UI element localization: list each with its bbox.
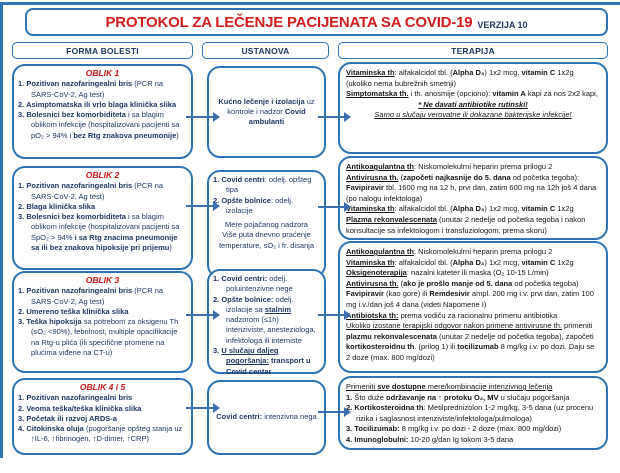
therapy-line: Ukoliko izostane terapijski odgovor nakon primene antivirusne th. primeniti plazmu rekonvalescenata (unutar 2 nedelje od početka tegoba), započeti kortikosteroidnu th. (prilog 1) ili tocilizumab 8 mg/kg i.v. po dozi. Daju se 2 doze (max. 800 mg/dozi) xyxy=(346,321,595,362)
column-header-label: FORMA BOLESTI xyxy=(66,45,139,56)
terapija-4-box xyxy=(338,376,608,450)
therapy-line: Vitaminska th: alfakalcidol tbl. (Alpha D₃) 1x2 mcg, vitamin C 1x2g (ukoliko nema bubrežnih smetnji) xyxy=(346,68,574,88)
criteria-item: Teška hipoksija sa potrebom za oksigenu Th (sO₂ <90%), febrilnost, multiple opacifikacije na Rtg-u plića (ili specifične promene na plućima viđene na CT-u) xyxy=(26,317,179,358)
ustanova-1-text: Kućno lečenje i izolacija uz kontrole i nadzor Covid ambulanti xyxy=(218,96,315,127)
therapy-line: Antibiotska th: prema vodiču za racionalnu primenu antibiotika xyxy=(346,310,558,320)
criteria-item: Umereno teška klinička slika xyxy=(26,306,129,316)
column-header-label: USTANOVA xyxy=(241,45,290,56)
criteria-item: Asimptomatska ili vrlo blaga klinička slika xyxy=(26,99,177,109)
page-title: PROTOKOL ZA LEČENJE PACIJENATA SA COVID-19 xyxy=(105,13,473,31)
version-label: VERZIJA 10 xyxy=(477,19,528,30)
criteria-item: Pozitivan nazofaringealni bris xyxy=(26,393,133,403)
oblik-3-box xyxy=(12,271,193,373)
institution-item: Opšte bolnice: odelj. izolacije sa stalnim nadzorom (≤1h) intenziviste, anesteziologa, infektologa ili interniste xyxy=(221,294,316,345)
therapy-line: Vitaminska th: alfakalcidol tbl. (Alpha D₃) 1x2 mcg, vitamin C 1x2g xyxy=(346,204,574,214)
flow-arrow-form3-to-ustanova3 xyxy=(186,314,214,316)
therapy-line: Vitaminska th: alfakalcidol tbl. (Alpha D₃) 1x2 mcg, vitamin C 1x2g xyxy=(346,257,574,267)
ustanova-3-box xyxy=(207,269,326,374)
flow-arrow-ustanova4-to-terapija4 xyxy=(318,411,345,413)
therapy-line: Antikoagulantna th: Niskomolekulrni heparin prema prilogu 2 xyxy=(346,162,553,171)
flow-arrow-form4-to-ustanova4 xyxy=(186,407,214,409)
institution-note: Mere pojačanog nadzora xyxy=(225,220,308,230)
criteria-item: Citokinska oluja (pogoršanje opšteg stanja uz ↑IL-6, ↑fibrinogen, ↑D-dimer, ↑CRP) xyxy=(26,424,183,444)
flow-arrow-form2-to-ustanova2 xyxy=(186,205,214,207)
therapy-line: Antikoagulantna th: Niskomolekulrni heparin prema prilogu 2 xyxy=(346,247,553,256)
therapy-line: 1. Što duže održavanje na ↑ protoku O₂, MV u slučaju pogoršanja xyxy=(346,392,570,402)
ustanova-4-text: Covid centri: intenzivna nega xyxy=(216,412,317,422)
therapy-line: Oksigenoterapija: nazalni kateter ili maska (O₂ 10-15 L/min) xyxy=(346,268,549,278)
ustanova-3-list xyxy=(213,274,320,377)
therapy-line: 4. Imunoglobulni: 10-20 g/dan Ig tokom 3-5 dana xyxy=(346,434,514,444)
therapy-warning: * Ne davati antibiotike rutinski! xyxy=(418,99,528,109)
terapija-2-box xyxy=(338,156,608,240)
column-header-forma-bolesti xyxy=(12,42,193,59)
flow-arrow-ustanova3-to-terapija3 xyxy=(318,314,345,316)
ustanova-4-box xyxy=(207,380,326,455)
criteria-item: Pozitivan nazofaringealni bris (PCR na SARS-CoV-2, Ag test) xyxy=(26,79,164,99)
criteria-item: Pozitivan nazofaringealni bris (PCR na SARS-CoV-2, Ag test) xyxy=(26,181,164,201)
terapija-3-box xyxy=(338,241,608,373)
therapy-line: Antivirusna th. (ako je prošlo manje od 5. dana od početka tegoba) Favipiravir (kao gore) ili Remdesivir ampl. 200 mg i.v. prvi dan, zatim 100 mg i.v./dan još 4 dana (videti Napomene I) xyxy=(346,278,594,309)
institution-item: Covid centri: odelj. opšteg tipa xyxy=(221,175,312,195)
ustanova-2-list xyxy=(213,175,320,216)
flow-arrow-ustanova2-to-terapija2 xyxy=(318,206,345,208)
criteria-item: Bolesnici bez komorbiditeta i sa blagim oblikom infekcije (hospitalizovani pacijenti sa SpO₂ > 94% i sa Rtg znacima pneumonije sa ili bez znakova hipoksije pri prijemu) xyxy=(26,212,180,253)
oblik-1-box xyxy=(12,64,193,159)
oblik-2-title: OBLIK 2 xyxy=(85,170,120,180)
flow-arrow-ustanova1-to-terapija1 xyxy=(318,116,345,118)
title-box xyxy=(25,8,608,36)
ustanova-1-box xyxy=(207,66,326,158)
flow-arrow-form1-to-ustanova1 xyxy=(186,116,214,118)
oblik-1-criteria-list xyxy=(18,79,187,141)
oblik-3-criteria-list xyxy=(18,286,187,358)
column-header-terapija xyxy=(338,42,608,59)
oblik-3-title: OBLIK 3 xyxy=(85,275,120,285)
institution-item: Opšte bolnice: odelj. izolacije xyxy=(221,195,294,215)
therapy-line: Antivirusna th. (započeti najkasnije do 5. dana od početka tegoba): Favipiravir tbl. 1600 mg na 12 h, prvi dan, zatim 600 mg na 12h još 4 dana (po nalogu infektologa) xyxy=(346,172,597,203)
therapy-line: Plazma rekonvalescenata (unutar 2 nedelje od početka tegoba i nakon konsultacije sa infektologom i transfuziologom, prema skoru) xyxy=(346,214,586,235)
criteria-item: Veoma teška/teška klinička slika xyxy=(26,403,142,413)
oblik-4-5-box xyxy=(12,378,193,455)
page-border-left xyxy=(0,2,3,458)
column-header-ustanova xyxy=(202,42,329,59)
page-border-top xyxy=(0,2,620,5)
terapija-1-box xyxy=(338,62,608,154)
criteria-item: Početak ili razvoj ARDS-a xyxy=(26,413,117,423)
oblik-4-5-criteria-list xyxy=(18,393,187,444)
therapy-line: Simptomatska th. i th. anosmije (opciono): vitamin A kapi za nos 2x2 kapi, xyxy=(346,89,598,99)
institution-note: Više puta dnevno praćenje temperature, sO₂ i fr. disanja xyxy=(218,230,315,250)
oblik-1-title: OBLIK 1 xyxy=(85,68,120,78)
ustanova-2-box xyxy=(207,170,326,278)
oblik-2-box xyxy=(12,166,193,270)
criteria-item: Bolesnici bez komorbiditeta i sa blagim oblikom infekcije (hospitalizovani pacijenti sa pO₂ > 94% i bez Rtg znakova pneumonije) xyxy=(26,110,180,140)
oblik-4-5-title: OBLIK 4 i 5 xyxy=(79,382,126,392)
therapy-line: Primeniti sve dostupne mere/kombinacije intenzivnog lečenja xyxy=(346,382,553,391)
institution-item: Covid centri: odelj. poluintenzivne nege xyxy=(221,274,293,294)
column-header-label: TERAPIJA xyxy=(451,45,495,56)
therapy-warning-note: Samo u slučaju verovatne ili dokazane bakterijske infekcije! xyxy=(374,110,572,120)
oblik-2-criteria-list xyxy=(18,181,187,253)
institution-item: U slučaju daljeg pogoršanja: transport u Covid centar xyxy=(221,346,311,376)
criteria-item: Blaga klinička slika xyxy=(26,201,96,211)
therapy-line: 3. Tocilizumab: 8 mg/kg i.v. po dozi - 2 doze (max. 800 mg/dozi) xyxy=(346,424,562,434)
criteria-item: Pozitivan nazofaringealni bris (PCR na SARS-CoV-2, Ag test) xyxy=(26,286,164,306)
therapy-line: 2. Kortikosteroidna th: Metilprednizolon 1-2 mg/kg, 3-5 dana (uz procenu rizika i saglasnost intenziviste/infektologa/pulmologa) xyxy=(346,403,594,423)
